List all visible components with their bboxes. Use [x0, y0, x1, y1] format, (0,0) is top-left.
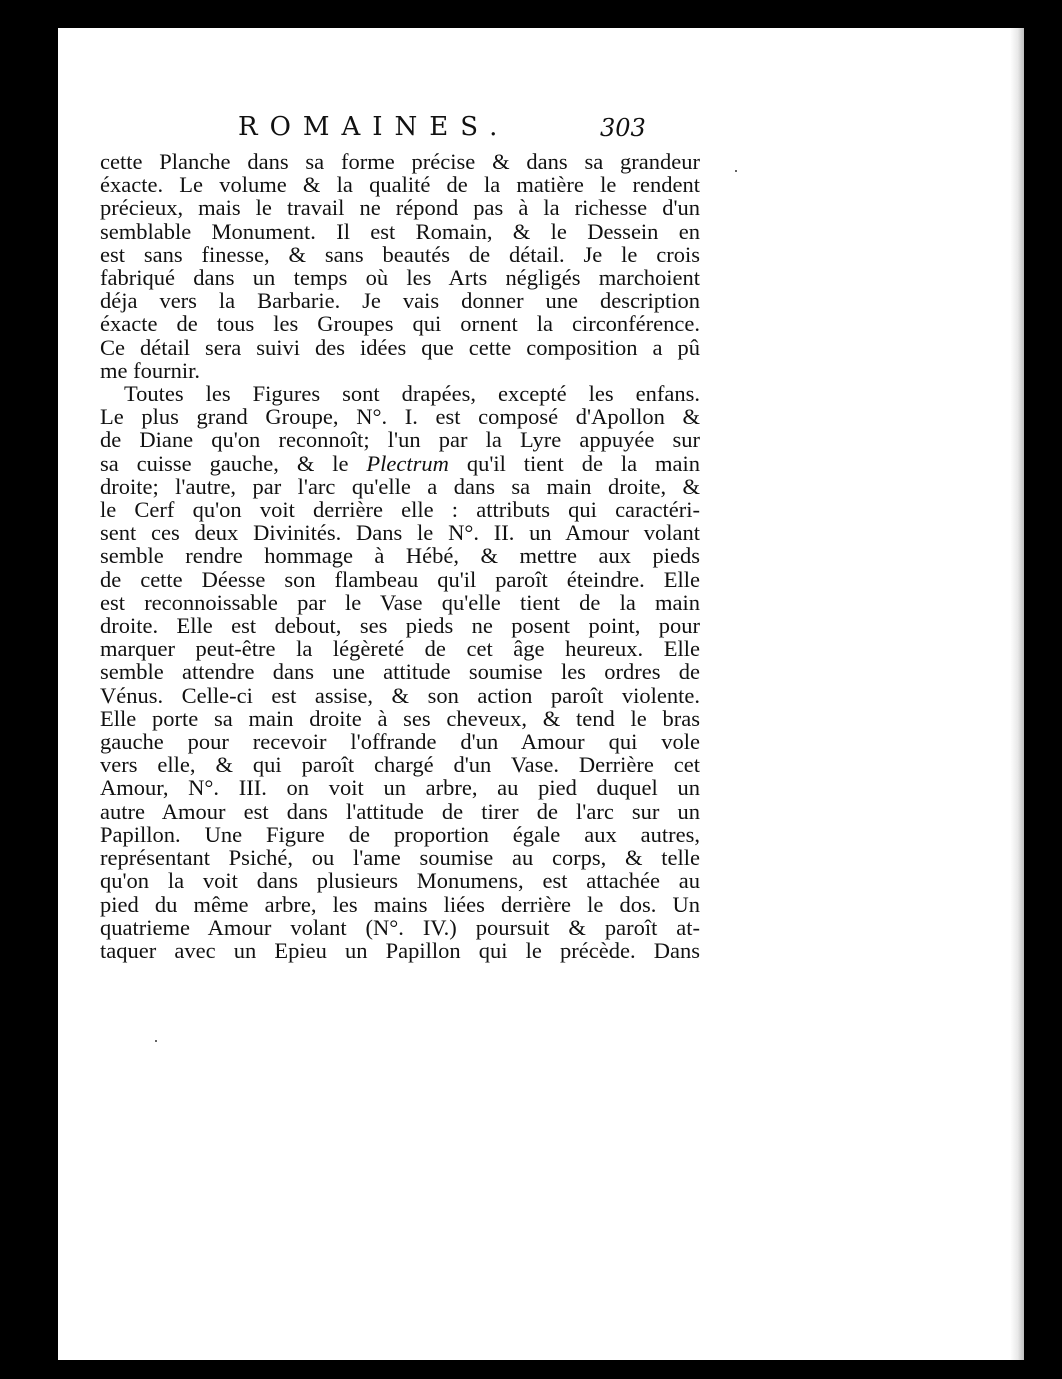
scan-speck — [735, 170, 737, 172]
text-line: semblable Monument. Il est Romain, & le Dessein en — [100, 218, 700, 244]
text-line: éxacte de tous les Groupes qui ornent la circonférence. — [100, 311, 700, 337]
text-line: me fournir. — [100, 357, 200, 383]
text-line: taquer avec un Epieu un Papillon qui le précède. Dans — [100, 937, 700, 963]
text-line: marquer peut-être la légèreté de cet âge heureux. Elle — [100, 636, 700, 662]
text-line: éxacte. Le volume & la qualité de la matière le rendent — [100, 172, 700, 198]
text-line-with-italic — [100, 452, 700, 475]
text-line: précieux, mais le travail ne répond pas à la richesse d'un — [100, 195, 700, 221]
text-line: droite. Elle est debout, ses pieds ne posent point, pour — [100, 613, 700, 639]
text-line: fabriqué dans un temps où les Arts négligés marchoient — [100, 265, 700, 291]
text-line: Le plus grand Groupe, N°. I. est composé d'Apollon & — [100, 404, 700, 430]
text-line: Elle porte sa main droite à ses cheveux, & tend le bras — [100, 705, 700, 731]
text-line: Amour, N°. III. on voit un arbre, au pied duquel un — [100, 775, 700, 801]
text-line: gauche pour recevoir l'offrande d'un Amour qui vole — [100, 729, 700, 755]
text-line: semble rendre hommage à Hébé, & mettre aux pieds — [100, 543, 700, 569]
text-line: est reconnoissable par le Vase qu'elle tient de la main — [100, 589, 700, 615]
text-line: Ce détail sera suivi des idées que cette composition a pû — [100, 334, 700, 360]
text-line: le Cerf qu'on voit derrière elle : attributs qui caractéri- — [100, 497, 700, 523]
text-fragment: qu'il tient de la main — [466, 450, 700, 476]
text-line: droite; l'autre, par l'arc qu'elle a dans sa main droite, & — [100, 473, 700, 499]
scan-speck — [155, 1040, 157, 1042]
text-line: quatrieme Amour volant (N°. IV.) poursuit & paroît at- — [100, 914, 700, 940]
running-head: ROMAINES. — [238, 112, 510, 142]
text-line: Vénus. Celle-ci est assise, & son action paroît violente. — [100, 682, 700, 708]
text-line: pied du même arbre, les mains liées derrière le dos. Un — [100, 891, 700, 917]
text-line: Toutes les Figures sont drapées, excepté les enfans. — [124, 381, 700, 407]
text-line: qu'on la voit dans plusieurs Monumens, est attachée au — [100, 868, 700, 894]
paragraph-1 — [100, 150, 700, 382]
text-line: sent ces deux Divinités. Dans le N°. II. un Amour volant — [100, 520, 700, 546]
text-line: Papillon. Une Figure de proportion égale aux autres, — [100, 821, 700, 847]
text-line: semble attendre dans une attitude soumise les ordres de — [100, 659, 700, 685]
body-text — [100, 150, 700, 962]
page-edge-shadow — [1010, 28, 1024, 1360]
italic-term-plectrum: Plectrum — [366, 450, 449, 476]
text-fragment: sa cuisse gauche, & le — [100, 450, 349, 476]
paragraph-2 — [100, 382, 700, 962]
text-line: autre Amour est dans l'attitude de tirer de l'arc sur un — [100, 798, 700, 824]
page-header — [238, 112, 758, 146]
text-line: de cette Déesse son flambeau qu'il paroît éteindre. Elle — [100, 566, 700, 592]
page-number: 303 — [600, 114, 646, 142]
text-line: est sans finesse, & sans beautés de détail. Je le crois — [100, 241, 700, 267]
text-line: de Diane qu'on reconnoît; l'un par la Lyre appuyée sur — [100, 427, 700, 453]
text-line: cette Planche dans sa forme précise & dans sa grandeur — [100, 149, 700, 174]
text-line: vers elle, & qui paroît chargé d'un Vase. Derrière cet — [100, 752, 700, 778]
text-line: représentant Psiché, ou l'ame soumise au corps, & telle — [100, 845, 700, 871]
text-line: déja vers la Barbarie. Je vais donner une description — [100, 288, 700, 314]
